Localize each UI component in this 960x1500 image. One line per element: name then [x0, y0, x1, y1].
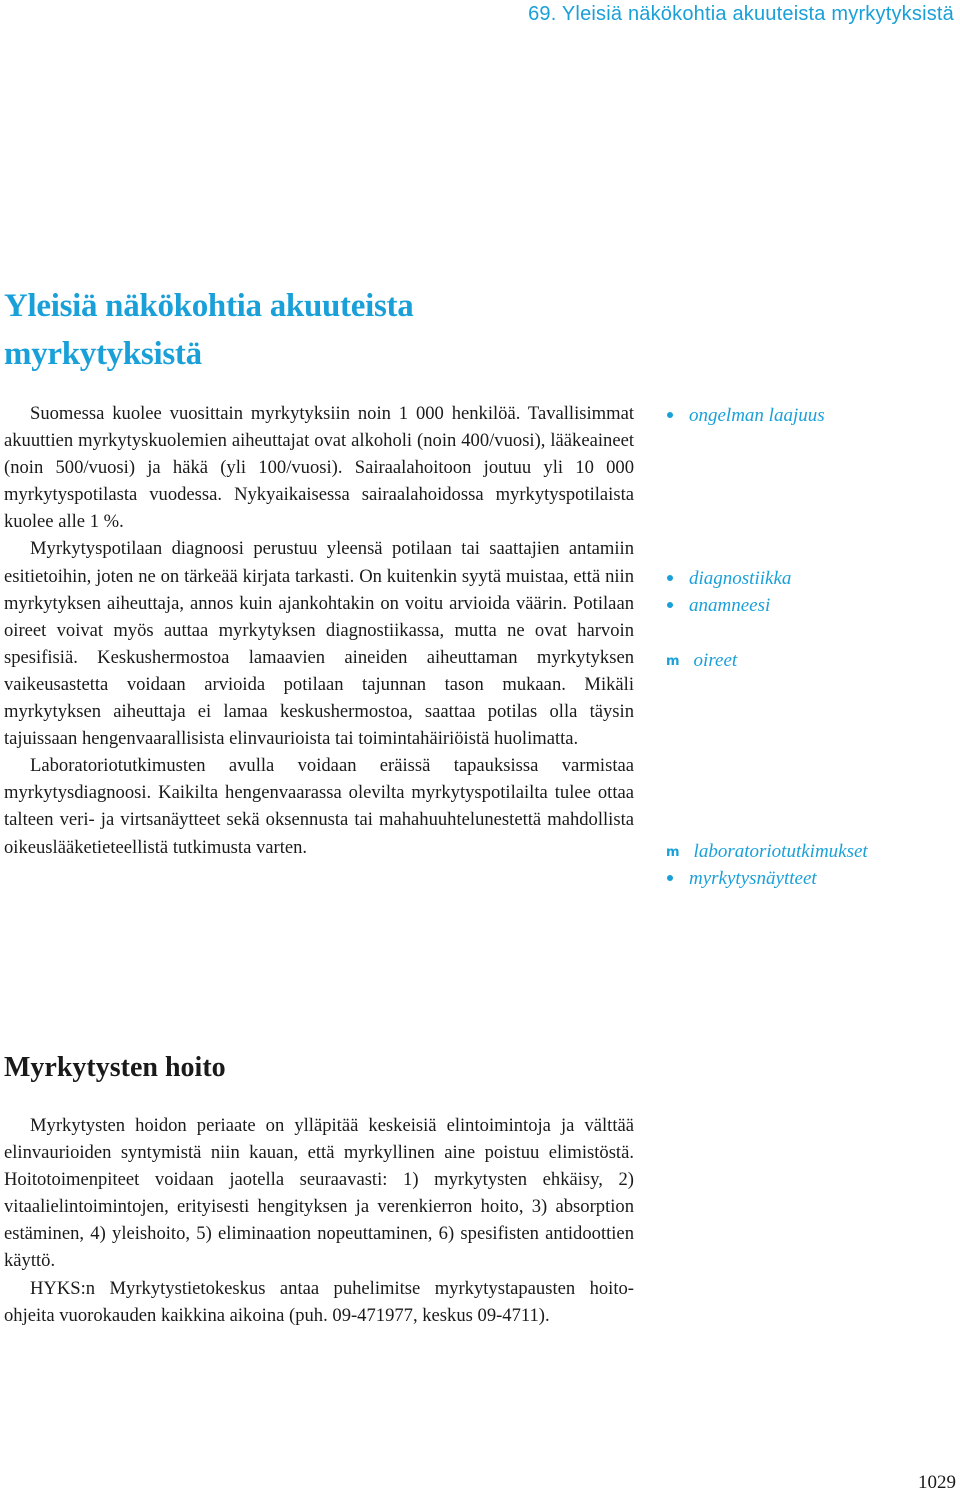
- bullet-m-icon: m: [666, 845, 680, 860]
- margin-note-label: myrkytysnäytteet: [689, 868, 817, 889]
- margin-note-myrkytysnaytteet: [666, 865, 956, 892]
- margin-note-laboratoriotutkimukset: [666, 838, 956, 866]
- bullet-dot-icon: [667, 412, 673, 418]
- paragraph-treatment-principles: Myrkytysten hoidon periaate on ylläpitää keskeisiä elintoimintoja ja välttää elinvaurioiden syntymistä niin kauan, että myrkyllinen aine poistuu elimistöstä. Hoitotoimenpiteet voidaan jaotella seuraavasti: 1) myrkytysten ehkäisy, 2) vitaalielintoimintojen, erityisesti hengityksen ja verenkierron hoito, 3) absorption estäminen, 4) yleishoito, 5) eliminaation nopeuttaminen, 6) spesifisten antidoottien käyttö.: [4, 1115, 634, 1272]
- section-intro: [4, 400, 634, 861]
- margin-note-ongelman-laajuus: [666, 402, 956, 429]
- section-treatment: [4, 1112, 634, 1329]
- bullet-dot-icon: [667, 575, 673, 581]
- page-title: [4, 282, 644, 378]
- margin-note-oireet: [666, 647, 956, 675]
- paragraph-incidence: Suomessa kuolee vuosittain myrkytyksiin noin 1 000 henkilöä. Tavallisimmat akuuttien myrkytyskuolemien aiheuttajat ovat alkoholi (noin 400/vuosi), lääkeaineet (noin 500/vuosi) ja häkä (yli 100/vuosi). Sairaalahoitoon joutuu yli 10 000 myrkytyspotilasta vuodessa. Nykyaikaisessa sairaalahoidossa myrkytyspotilaista kuolee alle 1 %.: [4, 403, 634, 533]
- bullet-m-icon: m: [666, 654, 680, 669]
- margin-note-label: anamneesi: [689, 595, 771, 616]
- paragraph-diagnosis: Myrkytyspotilaan diagnoosi perustuu yleensä potilaan tai saattajien antamiin esitietoihin, joten ne on tärkeää kirjata tarkasti. On kuitenkin syytä muistaa, että niin myrkytyksen aiheuttaja, annos kuin ajankohtakin on voitu arvioida väärin. Potilaan oireet voivat myös auttaa myrkytyksen diagnostiikassa, mutta ne ovat harvoin spesifisiä. Keskushermostoa lamaavien aineiden aiheuttaman myrkytyksen vaikeusastetta voidaan arvioida potilaan tajunnan tason mukaan. Mikäli myrkytyksen aiheuttaja ei lamaa keskushermostoa, saattaa potilas olla täysin tajuissaan hengenvaarallisista elinvaurioista tai toimintahäiriöistä huolimatta.: [4, 538, 634, 750]
- page-number: 1029: [918, 1472, 956, 1493]
- page-title-line-2: myrkytyksistä: [4, 336, 202, 372]
- margin-note-diagnostiikka: [666, 565, 956, 592]
- margin-note-label: laboratoriotutkimukset: [693, 841, 868, 862]
- section-heading: Myrkytysten hoito: [4, 1052, 226, 1083]
- paragraph-laboratory: Laboratoriotutkimusten avulla voidaan eräissä tapauksissa varmistaa myrkytysdiagnoosi. Kaikilta hengenvaarassa olevilta myrkytyspotilailta tulee ottaa talteen veri- ja virtsanäytteet sekä oksennusta tai mahahuuhtelunestettä mahdollista oikeuslääketieteellistä tutkimusta varten.: [4, 755, 634, 858]
- page-title-line-1: Yleisiä näkökohtia akuuteista: [4, 288, 414, 324]
- margin-note-label: oireet: [693, 650, 738, 671]
- bullet-dot-icon: [667, 602, 673, 608]
- margin-note-label: ongelman laajuus: [689, 405, 825, 426]
- margin-note-anamneesi: [666, 592, 956, 619]
- margin-note-label: diagnostiikka: [689, 568, 792, 589]
- running-header: 69. Yleisiä näkökohtia akuuteista myrkytyksistä: [528, 3, 954, 25]
- paragraph-poison-center: HYKS:n Myrkytystietokeskus antaa puhelimitse myrkytystapausten hoito-ohjeita vuorokauden kaikkina aikoina (puh. 09-471977, keskus 09-4711).: [4, 1277, 634, 1326]
- bullet-dot-icon: [667, 875, 673, 881]
